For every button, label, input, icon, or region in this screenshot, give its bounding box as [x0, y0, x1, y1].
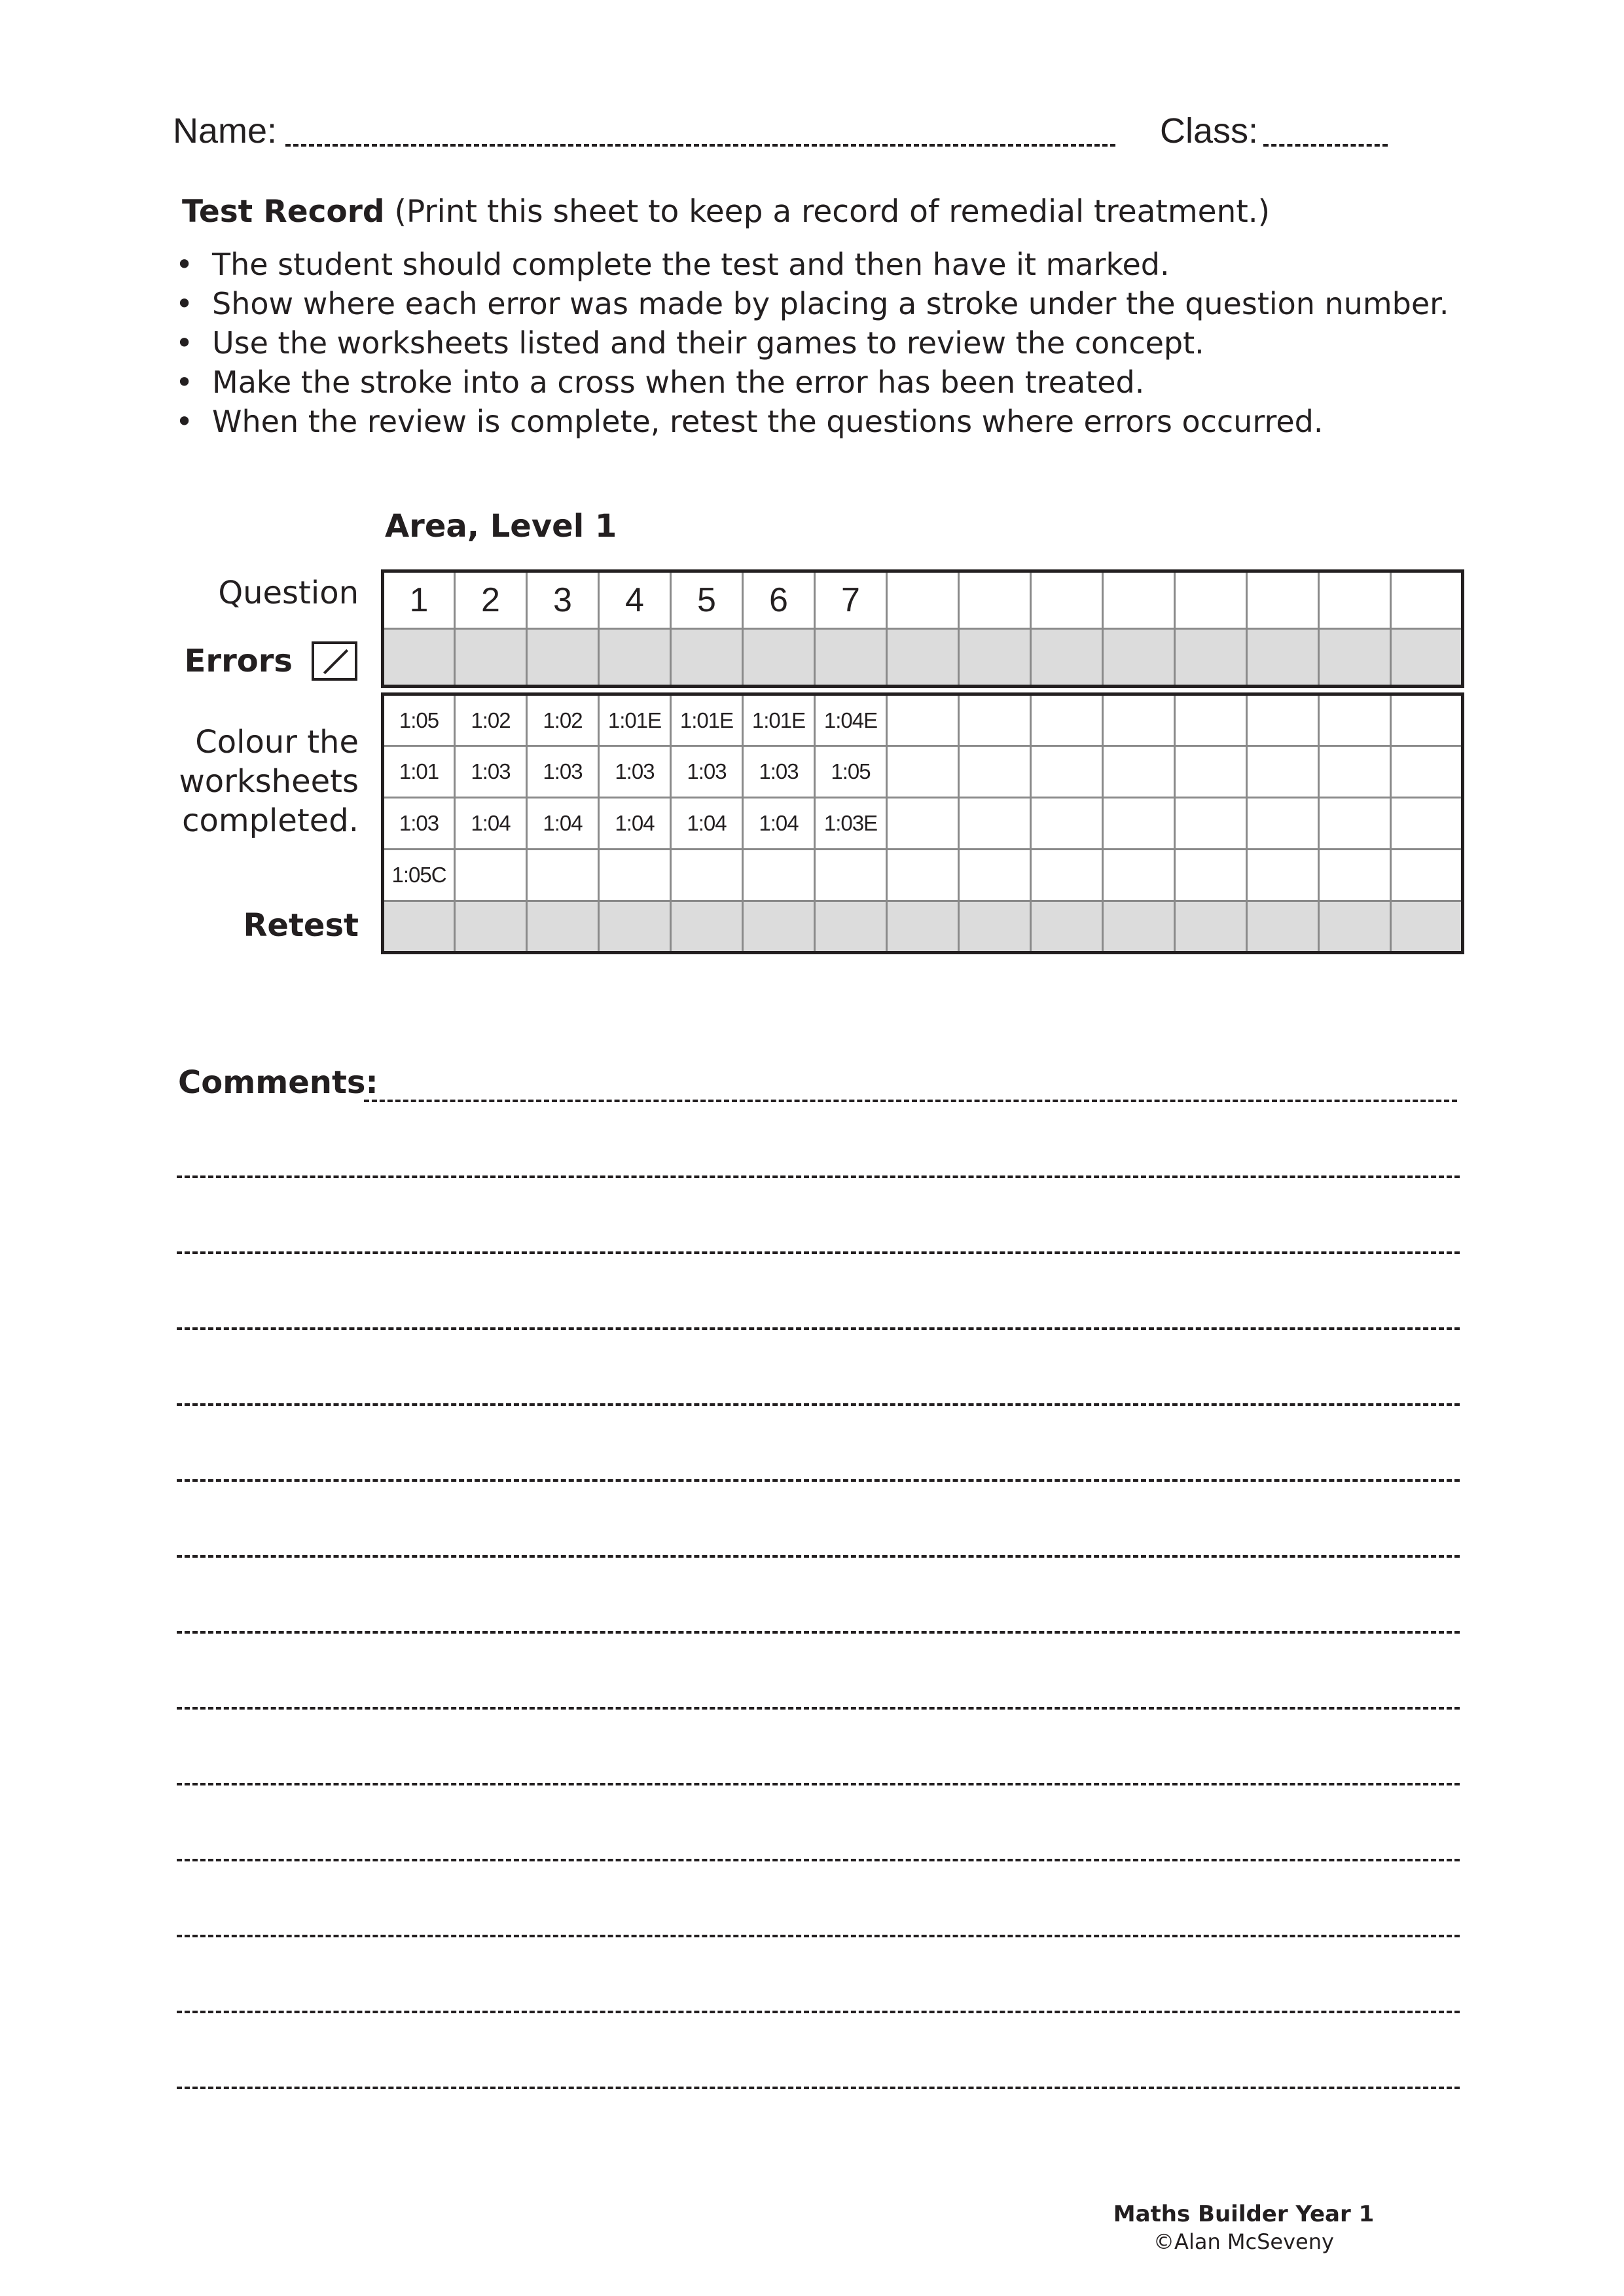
worksheet-cell[interactable] — [1031, 694, 1103, 746]
test-record-note: (Print this sheet to keep a record of remedial treatment.) — [394, 194, 1271, 230]
colour-label-line: worksheets — [179, 763, 359, 800]
worksheet-cell[interactable] — [887, 798, 959, 850]
instruction-item: • Use the worksheets listed and their games to review the concept. — [175, 323, 1449, 363]
question-number-cell — [1391, 571, 1463, 629]
worksheet-cell[interactable] — [1319, 850, 1391, 901]
retest-cell[interactable] — [743, 901, 815, 953]
worksheet-cell[interactable] — [1175, 746, 1247, 798]
question-number-cell — [1031, 571, 1103, 629]
worksheet-cell[interactable]: 1:05 — [383, 694, 455, 746]
worksheet-cell[interactable]: 1:04 — [527, 798, 599, 850]
worksheet-row — [383, 746, 1463, 798]
name-label: Name: — [173, 111, 278, 151]
comment-line[interactable] — [177, 1175, 1460, 1178]
error-mark-cell[interactable] — [815, 629, 887, 687]
worksheet-cell[interactable] — [1103, 694, 1175, 746]
error-mark-cell[interactable] — [455, 629, 527, 687]
error-mark-cell[interactable] — [1175, 629, 1247, 687]
worksheet-cell[interactable]: 1:04 — [455, 798, 527, 850]
error-mark-cell[interactable] — [1031, 629, 1103, 687]
retest-cell[interactable] — [527, 901, 599, 953]
comment-line[interactable] — [364, 1100, 1457, 1102]
retest-cell[interactable] — [671, 901, 743, 953]
error-mark-cell[interactable] — [1319, 629, 1391, 687]
worksheet-cell[interactable] — [1319, 798, 1391, 850]
error-mark-cell[interactable] — [1247, 629, 1319, 687]
error-mark-cell[interactable] — [671, 629, 743, 687]
retest-cell[interactable] — [1175, 901, 1247, 953]
worksheet-cell[interactable]: 1:04 — [671, 798, 743, 850]
comment-line[interactable] — [177, 1251, 1460, 1254]
worksheet-cell[interactable] — [1247, 694, 1319, 746]
error-mark-cell[interactable] — [887, 629, 959, 687]
retest-cell[interactable] — [1319, 901, 1391, 953]
comments-label: Comments: — [178, 1064, 378, 1101]
comment-line[interactable] — [177, 1707, 1460, 1710]
worksheet-cell[interactable] — [455, 850, 527, 901]
question-label: Question — [218, 575, 359, 611]
worksheet-table — [381, 692, 1464, 954]
class-label: Class: — [1160, 111, 1259, 151]
worksheet-cell[interactable] — [1391, 694, 1463, 746]
colour-worksheets-label — [179, 723, 359, 840]
stroke-key-icon — [312, 641, 357, 681]
worksheet-cell[interactable] — [959, 798, 1031, 850]
question-number-cell: 2 — [455, 571, 527, 629]
comment-line[interactable] — [177, 2011, 1460, 2013]
instruction-item: • The student should complete the test and then have it marked. — [175, 245, 1449, 284]
worksheet-cell[interactable]: 1:01 — [383, 746, 455, 798]
worksheet-cell[interactable] — [1319, 694, 1391, 746]
footer — [1113, 2200, 1375, 2255]
worksheet-cell[interactable] — [1175, 694, 1247, 746]
worksheet-cell[interactable] — [1391, 798, 1463, 850]
retest-cell[interactable] — [455, 901, 527, 953]
worksheet-cell[interactable]: 1:03 — [671, 746, 743, 798]
footer-copyright: ©Alan McSeveny — [1153, 2229, 1334, 2254]
comment-line[interactable] — [177, 1935, 1460, 1937]
worksheet-cell[interactable]: 1:05 — [815, 746, 887, 798]
worksheet-cell[interactable] — [599, 850, 671, 901]
worksheet-cell[interactable]: 1:03 — [383, 798, 455, 850]
comment-line[interactable] — [177, 1783, 1460, 1785]
worksheet-row — [383, 798, 1463, 850]
comment-line[interactable] — [177, 1859, 1460, 1861]
worksheet-cell[interactable] — [1103, 746, 1175, 798]
worksheet-cell[interactable] — [1031, 746, 1103, 798]
worksheet-cell[interactable] — [743, 850, 815, 901]
error-mark-cell[interactable] — [1391, 629, 1463, 687]
worksheet-cell[interactable] — [1031, 850, 1103, 901]
colour-label-line: completed. — [182, 802, 359, 839]
worksheet-cell[interactable] — [1247, 746, 1319, 798]
errors-row — [383, 629, 1463, 687]
question-number-cell: 1 — [383, 571, 455, 629]
worksheet-cell[interactable] — [1175, 850, 1247, 901]
error-mark-cell[interactable] — [527, 629, 599, 687]
question-number-cell: 7 — [815, 571, 887, 629]
intro-line — [182, 192, 1270, 232]
retest-row — [383, 901, 1463, 953]
question-number-cell: 5 — [671, 571, 743, 629]
retest-cell[interactable] — [383, 901, 455, 953]
worksheet-row — [383, 850, 1463, 901]
worksheet-cell[interactable]: 1:01E — [671, 694, 743, 746]
colour-label-line: Colour the — [195, 724, 359, 761]
comment-line[interactable] — [177, 1403, 1460, 1406]
worksheet-cell[interactable] — [959, 746, 1031, 798]
retest-cell[interactable] — [815, 901, 887, 953]
worksheet-cell[interactable] — [1031, 798, 1103, 850]
worksheet-cell[interactable]: 1:03E — [815, 798, 887, 850]
question-number-cell — [1247, 571, 1319, 629]
retest-cell[interactable] — [1103, 901, 1175, 953]
worksheet-cell[interactable] — [1103, 850, 1175, 901]
worksheet-cell[interactable] — [959, 694, 1031, 746]
worksheet-cell[interactable] — [1247, 850, 1319, 901]
retest-cell[interactable] — [1247, 901, 1319, 953]
question-number-cell — [1103, 571, 1175, 629]
comment-line[interactable] — [177, 1479, 1460, 1482]
worksheet-cell[interactable] — [1175, 798, 1247, 850]
error-mark-cell[interactable] — [599, 629, 671, 687]
worksheet-cell[interactable]: 1:03 — [527, 746, 599, 798]
comment-line[interactable] — [177, 1631, 1460, 1634]
worksheet-cell[interactable] — [671, 850, 743, 901]
worksheet-cell[interactable] — [887, 746, 959, 798]
question-number-cell — [1319, 571, 1391, 629]
errors-label: Errors — [184, 643, 293, 679]
worksheet-cell[interactable] — [887, 694, 959, 746]
question-number-cell: 4 — [599, 571, 671, 629]
worksheet-cell[interactable] — [959, 850, 1031, 901]
worksheet-cell[interactable] — [1391, 850, 1463, 901]
question-number-cell — [1175, 571, 1247, 629]
worksheet-cell[interactable]: 1:04 — [743, 798, 815, 850]
retest-label: Retest — [243, 907, 359, 944]
retest-cell[interactable] — [959, 901, 1031, 953]
test-record-title: Test Record — [182, 194, 385, 230]
instruction-list — [175, 245, 1449, 441]
worksheet-cell[interactable]: 1:05C — [383, 850, 455, 901]
name-field[interactable] — [285, 144, 1115, 147]
worksheet-row — [383, 694, 1463, 746]
retest-cell[interactable] — [1031, 901, 1103, 953]
footer-title: Maths Builder Year 1 — [1113, 2201, 1375, 2227]
record-title: Area, Level 1 — [385, 508, 617, 545]
error-mark-cell[interactable] — [959, 629, 1031, 687]
question-number-cell — [959, 571, 1031, 629]
question-row — [383, 571, 1463, 629]
worksheet-cell[interactable] — [887, 850, 959, 901]
worksheet-cell[interactable]: 1:02 — [455, 694, 527, 746]
error-mark-cell[interactable] — [1103, 629, 1175, 687]
worksheet-cell[interactable] — [815, 850, 887, 901]
retest-cell[interactable] — [599, 901, 671, 953]
instruction-item: • Make the stroke into a cross when the error has been treated. — [175, 363, 1449, 402]
worksheet-cell[interactable]: 1:03 — [599, 746, 671, 798]
worksheet-cell[interactable] — [1319, 746, 1391, 798]
question-table — [381, 569, 1464, 688]
worksheet-cell[interactable] — [1247, 798, 1319, 850]
question-number-cell: 3 — [527, 571, 599, 629]
worksheet-cell[interactable] — [1103, 798, 1175, 850]
retest-cell[interactable] — [887, 901, 959, 953]
worksheet-cell[interactable]: 1:01E — [599, 694, 671, 746]
comment-line[interactable] — [177, 1555, 1460, 1558]
instruction-item: • When the review is complete, retest the questions where errors occurred. — [175, 402, 1449, 441]
worksheet-cell[interactable]: 1:01E — [743, 694, 815, 746]
worksheet-cell[interactable]: 1:03 — [455, 746, 527, 798]
question-number-cell: 6 — [743, 571, 815, 629]
class-field[interactable] — [1263, 144, 1388, 147]
worksheet-cell[interactable] — [1391, 746, 1463, 798]
error-mark-cell[interactable] — [383, 629, 455, 687]
worksheet-cell[interactable]: 1:04E — [815, 694, 887, 746]
worksheet-cell[interactable]: 1:03 — [743, 746, 815, 798]
instruction-item: • Show where each error was made by placing a stroke under the question number. — [175, 284, 1449, 323]
retest-cell[interactable] — [1391, 901, 1463, 953]
worksheet-cell[interactable]: 1:02 — [527, 694, 599, 746]
error-mark-cell[interactable] — [743, 629, 815, 687]
question-number-cell — [887, 571, 959, 629]
comment-line[interactable] — [177, 2087, 1460, 2089]
comment-line[interactable] — [177, 1327, 1460, 1330]
worksheet-cell[interactable]: 1:04 — [599, 798, 671, 850]
worksheet-cell[interactable] — [527, 850, 599, 901]
